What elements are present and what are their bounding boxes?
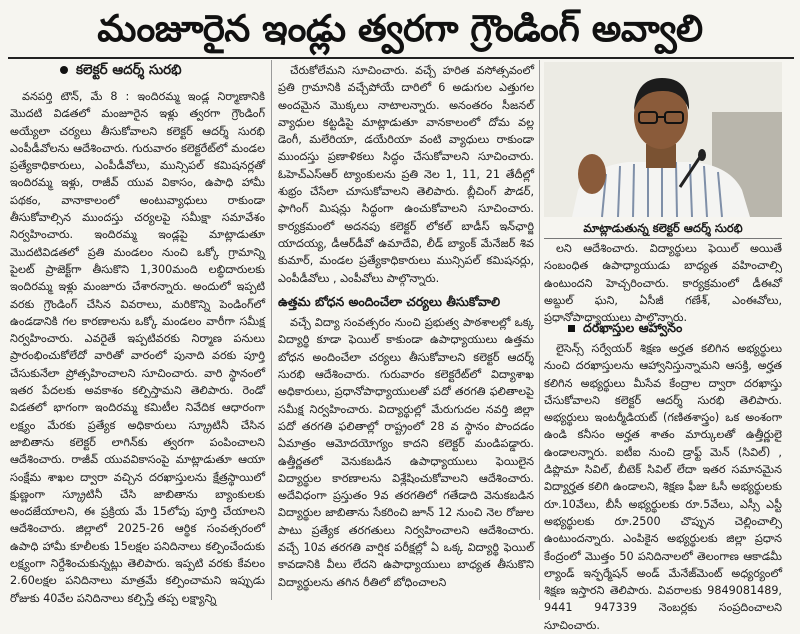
subheading-teaching: ఉత్తమ బోధన అందించేలా చర్యలు తీసుకోవాలి <box>278 293 501 309</box>
headline-rule <box>8 57 794 59</box>
applications-heading-text: దరఖాస్తుల ఆహ్వానం <box>583 320 683 335</box>
column-divider <box>271 60 272 600</box>
applications-heading <box>544 318 782 338</box>
column-3-paragraph-2: లైసెన్స్ సర్వేయర్ శిక్షణ అర్హత కలిగిన అభ్యర్థులు నుంచి దరఖాస్తులను ఆహ్వానిస్తున్నామని ఆసక్తి, అర్హత కలిగిన అభ్యర్థులు మీసేవ కేంద్రాల ద్వారా దరఖాస్తు చేసుకోవాలని కలెక్టర్ ఆదర్శ్ సురభి తెలిపారు. అభ్యర్థులు ఇంటర్మీడియట్ (గణితశాస్త్రం) ఒక అంశంగా ఉండి కనీసం అర్హత శాతం మార్కులతో ఉత్తీర్ణులై ఉండాలన్నారు. ఐటీఐ నుంచి డ్రాఫ్ట్ మెన్ (సివిల్) , డిప్లొమా సివిల్, బీటెక్ సివిల్ లేదా ఇతర సమానమైన విద్యార్హత కలిగి ఉండాలని, శిక్షణ ఫీజు ఓసీ అభ్యర్థులకు రూ.10వేలు, బీసీ అభ్యర్థులకు రూ.5వేలు, ఎస్సీ ఎస్టీ అభ్యర్థులకు రూ.2500 చొప్పున చెల్లించాల్సి ఉంటుందన్నారు. ఎంపికైన అభ్యర్థులకు జిల్లా ప్రధాన కేంద్రంలో మొత్తం 50 పనిదినాలలో తెలంగాణ ఆకాడమీ ల్యాండ్ ఇన్ఫర్మేషన్ అండ్ మేనేజ్‌మెంట్ అధ్యర్యంలో శిక్షణ ఇస్తారని తెలిపారు. వివరాలకు 9849081489, 9441 947339 నెంబర్లకు సంప్రదించాలని సూచించారు. <box>544 342 782 632</box>
headline: మంజూరైన ఇండ్లు త్వరగా గ్రౌండింగ్ అవ్వాలి <box>97 7 703 50</box>
bullet-icon <box>60 66 68 74</box>
article-column-2 <box>278 62 534 602</box>
column-3-paragraph-1: లని ఆదేశించారు. విద్యార్థులు ఫెయిల్ అయితే సంబంధిత ఉపాధ్యాయుడు బాధ్యత వహించాల్సి ఉంటుందని హెచ్చరించారు. కార్యక్రమంలో డీఈవో అబ్దుల్ ఘని, ఏసీజీ గణేశ్, ఎంఈవోలు, ప్రధానోపాధ్యాయులు పాల్గొన్నారు. <box>544 242 782 325</box>
collector-photo-illustration <box>544 62 782 217</box>
column-divider <box>539 60 540 600</box>
square-bullet-icon <box>568 325 575 332</box>
byline <box>60 62 182 81</box>
article-column-1 <box>10 88 265 605</box>
article-column-3-top <box>544 240 782 325</box>
photo-caption: మాట్లాడుతున్న కలెక్టర్ ఆదర్శ్ సురభి <box>544 218 782 239</box>
column-1-paragraph: వనపర్తి టౌన్, మే 8 : ఇందిరమ్మ ఇండ్ల నిర్మాణానికి మొదటి విడతలో మంజూరైన ఇళ్లు త్వరగా గ్రౌండింగ్ అయ్యేలా చర్యలు తీసుకోవాలని కలెక్టర్ ఆదర్శ్ సురభి ఎంపీడీవోలను ఆదేశించారు. గురువారం కలెక్టరేట్‌లో మండల ప్రత్యేకాధికారులు, ఎంపీడీవోలు, మున్సిపల్ కమిషనర్లతో ఇందిరమ్మ ఇళ్లు, రాజీవ్ యువ వికాసం, ఉపాధి హామీ పథకం, వానాకాలంలో అంటువ్యాధులు రాకుండా తీసుకోవాల్సిన ముందస్తు చర్యలపై సమీక్షా సమావేశం నిర్వహించారు. ఇందిరమ్మ ఇండ్లపై మాట్లాడుతూ మొదటివిడతలో ప్రతి మండలం నుంచి ఒక్కో గ్రామాన్ని పైలట్ ప్రాజెక్ట్‌గా తీసుకొని 1,300మంది లబ్ధిదారులకు ఇందిరమ్మ ఇళ్లు మంజూరు చేశారన్నారు. అందులో ఇప్పటి వరకు గ్రౌండింగ్ చేసిన వివరాలు, మరికొన్ని పెండింగ్‌లో ఉండడానికి గల కారణాలను ఒక్కో మండలం వారీగా సమీక్ష నిర్వహించారు. ఎవరైతే ఇప్పటివరకు నిర్మాణ పనులు ప్రారంభించుకోలేదో వారితో వారంలో పునాది వరకు పూర్తి చేసుకునేలా ప్రోత్సహించాలని సూచించారు. వారి స్థానంలో ఇతర పేదలకు అవకాశం కల్పిస్తామని తెలిపారు. రెండో విడతలో భాగంగా ఇందిరమ్మ కమిటీల నివేదిక ఆధారంగా లక్ష్యం మేరకు ప్రత్యేక అధికారులు స్క్రూటినీ చేసిన జాబితాను కలెక్టర్ లాగిన్‌కు త్వరగా పంపించాలని ఆదేశించారు. రాజీవ్ యువవికాసంపై మాట్లాడుతూ ఆయా సంక్షేమ శాఖల ద్వారా వచ్చిన దరఖాస్తులను క్షేత్రస్థాయిలో క్షుణ్ణంగా స్క్రూటినీ చేసి జాబితాను బ్యాంకులకు అందజేయాలని, ఈ ప్రక్రియ మే 15లోపు పూర్తి చేయాలని ఆదేశించారు. జిల్లాలో 2025-26 ఆర్థిక సంవత్సరంలో ఉపాధి హామీ కూలీలకు 15లక్షల పనిదినాలు కల్పించేందుకు లక్ష్యంగా నిర్దేశించుకున్నట్లు తెలిపారు. ఇప్పటి వరకు కేవలం 2.60లక్షల పనిదినాలు మాత్రమే కల్పించామని ఇప్పుడు రోజుకు 40వేల పనిదినాలు కల్పిస్తే తప్ప లక్ష్యాన్ని <box>10 90 265 605</box>
byline-text: కలెక్టర్ ఆదర్శ్ సురభి <box>76 62 182 78</box>
article-column-3-bottom <box>544 340 782 632</box>
collector-photo <box>544 62 782 217</box>
column-2-paragraph-1: చేరుకోలేమని సూచించారు. వచ్చే హరిత వసోత్సవంలో ప్రతి గ్రామానికి వచ్చేపోయే దారిలో 6 అడుగుల ఎత్తుగల అందమైన మొక్కలు నాటాలన్నారు. అనంతరం సీజనల్ వ్యాధుల కట్టడిపై మాట్లాడుతూ వానకాలంలో దోమ వల్ల డెంగీ, మలేరియా, డయేరియా వంటి వ్యాధులు రాకుండా ముందస్తు ప్రణాళికలు సిద్ధం చేసుకోవాలని సూచించారు. ఓహెచ్ఎస్ఆర్ ట్యాంకులను ప్రతి నెల 1, 11, 21 తేదీల్లో శుభ్రం చేసేలా చూసుకోవాలని తెలిపారు. బ్లీచింగ్ పౌడర్, ఫాగింగ్ మిషన్లు సిద్ధంగా ఉంచుకోవాలని సూచించారు. కార్యక్రమంలో అదనపు కలెక్టర్ లోకల్ బాడీస్ ఇన్‌ఛార్జి యాదయ్య, డీఆర్‌డీవో ఉమాదేవి, లీడ్ బ్యాంక్ మేనేజర్ శివ కుమార్, మండల ప్రత్యేకాధికారులు మున్సిపల్ కమిషనర్లు, ఎంపీడీవోలు , ఎంపీవోలు పాల్గొన్నారు. <box>278 64 534 285</box>
column-2-paragraph-2: వచ్చే విద్యా సంవత్సరం నుంచి ప్రభుత్వ పాఠశాలల్లో ఒక్క విద్యార్థి కూడా ఫెయిల్ కాకుండా ఉపాధ్యాయులు ఉత్తమ బోధన అందించేలా చర్యలు తీసుకోవాలని కలెక్టర్ ఆదర్శ్ సురభి ఆదేశించారు. గురువారం కలెక్టరేట్‌లో విద్యాశాఖ అధికారులు, ప్రధానోపాధ్యాయులతో పదో తరగతి ఫలితాలపై సమీక్ష నిర్వహించారు. విద్యార్థుల్లో మేరుగుదల నవర్తి జిల్లా పదో తరగతి ఫలితాల్లో రాష్ట్రంలో 28 వ స్థానం పొందడం ఏమాత్రం ఆమోదయోగ్యం కాదని కలెక్టర్ మండిపడ్డారు. ఉత్తీర్ణతలో వెనుకబడిన ఉపాధ్యాయులు ఫెయిలైన విద్యార్థుల కారణాలను విశ్లేషించుకోవాలని ఆదేశించారు. అదేవిధంగా ప్రస్తుతం 9వ తరగతిలో గతేడాది వెనుకబడిన విద్యార్థుల జాబితాను సేకరించి జూన్ 12 నుంచి నెల రోజుల పాటు ప్రత్యేక తరగతులు నిర్వహించాలని ఆదేశించారు. వచ్చే 10వ తరగతి వార్షిక పరీక్షల్లో ఏ ఒక్క విద్యార్థి ఫెయిల్ కావడానికి వీలు లేదని ఉపాధ్యాయులు బాధ్యత తీసుకొని విద్యార్థులను తగిన రీతిలో బోధించాలని <box>278 316 534 589</box>
